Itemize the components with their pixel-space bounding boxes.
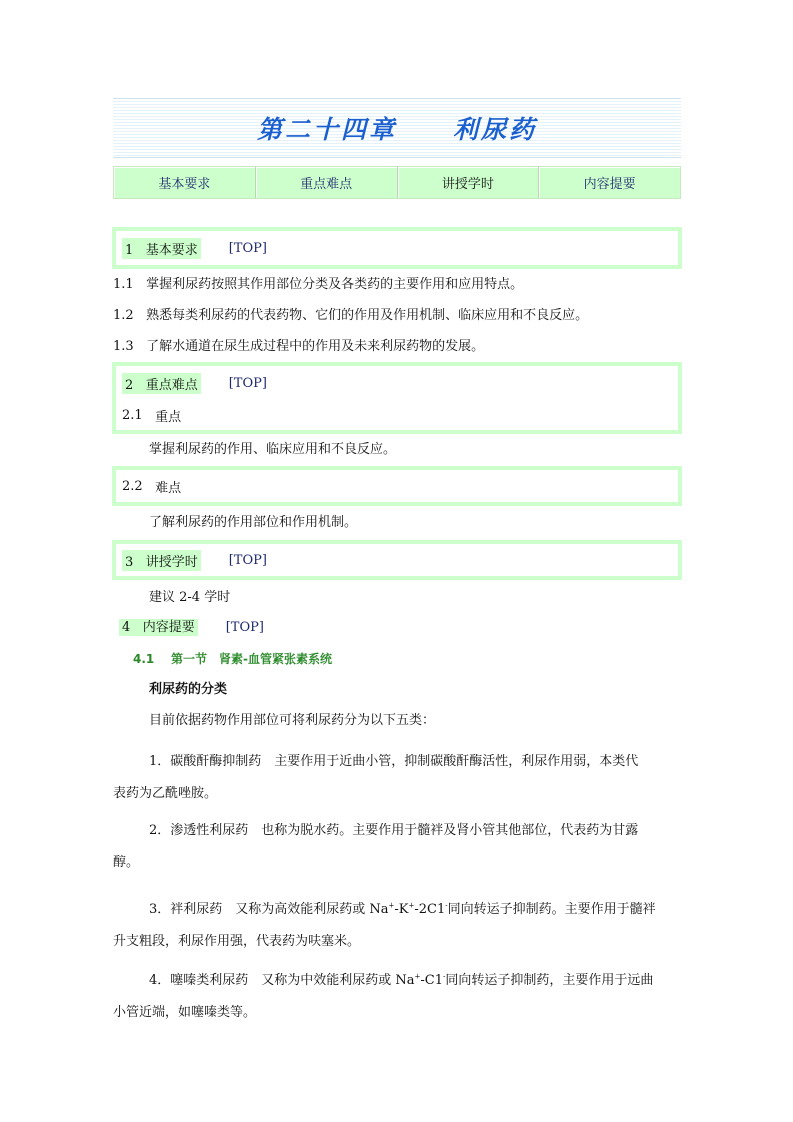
p4-text-a: 4．噻嗪类利尿药 又称为中效能利尿药或 Na [149,973,415,988]
paragraph-4-line-1 [113,965,679,997]
paragraph-3-line-1 [113,894,679,926]
subsection-title: 难点 [155,480,182,496]
item-text: 了解水通道在尿生成过程中的作用及未来利尿药物的发展。 [146,339,485,354]
subsection-number: 2.2 [122,478,143,494]
superscript: + [414,972,421,981]
paragraph-4 [113,965,679,1029]
item-1-1 [113,269,681,301]
item-number: 1.3 [113,339,134,354]
section-2-label [122,373,201,394]
teaching-hours-text: 建议 2-4 学时 [149,590,231,605]
p3-text-d: 同向转运子抑制药。主要作用于髓袢 [447,902,656,917]
paragraph-2 [113,815,679,879]
section-3-label [122,550,201,571]
p4-text-b: -C1 [420,973,444,988]
superscript: - [445,901,448,910]
paragraph-2-line-2: 醇。 [113,855,140,870]
section-1-heading [122,231,672,265]
superscript: + [388,901,395,910]
section-4-title: 内容提要 [142,620,195,635]
section-3-box [112,540,682,580]
item-text: 掌握利尿药按照其作用部位分类及各类药的主要作用和应用特点。 [146,277,524,292]
paragraph-1-line-2: 表药为乙酰唑胺。 [113,786,218,801]
p4-text-c: 同向转运子抑制药，主要作用于远曲 [445,973,654,988]
p3-text-b: -K [394,902,409,917]
superscript: + [408,901,415,910]
nav-teaching-hours[interactable]: 讲授学时 [398,167,540,198]
section-3-top-link[interactable]: [TOP] [228,552,267,568]
paragraph-1 [113,746,679,810]
section-3-number: 3 [125,554,134,570]
subsection-2-2 [122,470,672,502]
p3-text-a: 3．袢利尿药 又称为高效能利尿药或 Na [149,902,389,917]
nav-content-summary[interactable]: 内容提要 [539,167,680,198]
section-nav [113,166,681,199]
chapter-title-band [113,98,681,158]
classification-intro: 目前依据药物作用部位可将利尿药分为以下五类： [149,713,436,728]
paragraph-1-line-1: 1．碳酸酐酶抑制药 主要作用于近曲小管，抑制碳酸酐酶活性，利尿作用弱，本类代 [149,754,639,769]
nav-basic-requirements[interactable]: 基本要求 [114,167,256,198]
item-1-3 [113,331,681,363]
paragraph-3 [113,894,679,958]
section-4-1-title [113,643,701,675]
section-4-heading [113,612,687,644]
section-3-title: 讲授学时 [145,554,198,570]
section-4-top-link[interactable]: [TOP] [225,620,264,635]
difficulties-text: 了解利尿药的作用部位和作用机制。 [149,515,358,530]
subsection-number: 2.1 [122,407,143,423]
p3-text-c: -2C1 [414,902,446,917]
section-2-heading [122,366,672,400]
section-2-top-link[interactable]: [TOP] [228,375,267,391]
superscript: - [443,972,446,981]
section-3-heading [122,544,672,576]
subsection-2-1 [122,400,672,430]
item-1-2 [113,300,681,332]
section-1-box [112,227,682,269]
subsection-2-2-box [112,466,682,506]
section-2-box [112,362,682,434]
section-4-1-number: 4.1 [133,652,155,666]
item-number: 1.2 [113,308,134,323]
paragraph-3-line-2: 升支粗段，利尿作用强，代表药为呋塞米。 [113,934,361,949]
section-2-number: 2 [125,377,134,393]
nav-key-points[interactable]: 重点难点 [256,167,398,198]
chapter-title: 第二十四章 利尿药 [256,115,537,144]
section-1-number: 1 [125,242,134,258]
item-number: 1.1 [113,277,134,292]
subsection-title: 重点 [155,409,182,425]
section-1-title: 基本要求 [145,242,198,258]
section-4-1-text: 第一节 肾素-血管紧张素系统 [170,652,332,666]
section-2-title: 重点难点 [145,377,198,393]
section-1-label [122,238,201,259]
section-4-label [119,619,198,636]
paragraph-4-line-2: 小管近端，如噻嗪类等。 [113,1005,257,1020]
key-points-text: 掌握利尿药的作用、临床应用和不良反应。 [149,442,397,457]
section-1-top-link[interactable]: [TOP] [228,240,267,256]
section-4-number: 4 [122,620,131,635]
classification-title: 利尿药的分类 [149,682,228,697]
paragraph-2-line-1: 2．渗透性利尿药 也称为脱水药。主要作用于髓袢及肾小管其他部位，代表药为甘露 [149,823,639,838]
item-text: 熟悉每类利尿药的代表药物、它们的作用及作用机制、临床应用和不良反应。 [146,308,589,323]
document-page [113,98,681,1020]
